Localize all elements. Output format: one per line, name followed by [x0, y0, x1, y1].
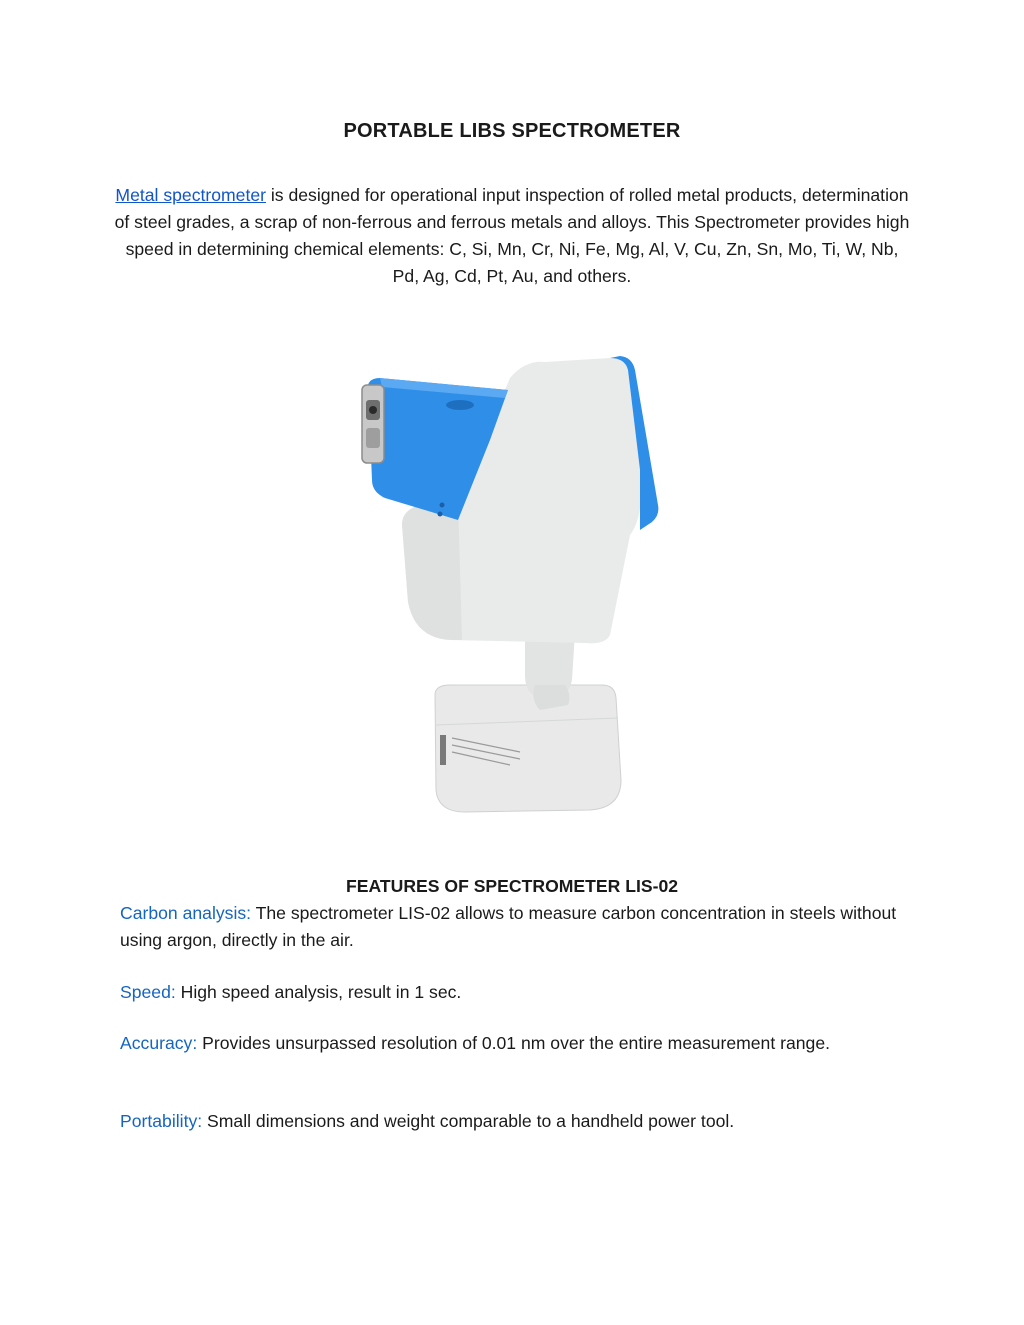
spectrometer-device-image [340, 340, 680, 820]
features-title: FEATURES OF SPECTROMETER LIS-02 [345, 876, 679, 896]
feature-speed [120, 979, 910, 1006]
feature-label: Carbon analysis: [120, 903, 252, 923]
feature-text: The spectrometer LIS-02 allows to measure carbon concentration in steels without using argon, directly in the air. [120, 903, 897, 950]
feature-text: High speed analysis, result in 1 sec. [175, 982, 462, 1002]
intro-paragraph [110, 182, 914, 290]
feature-accuracy [120, 1030, 910, 1057]
feature-portability [120, 1108, 910, 1135]
intro-text: is designed for operational input inspection of rolled metal products, determination of steel grades, a scrap of non-ferrous and ferrous metals and alloys. This Spectrometer provides high speed in determining chemical elements: C, Si, Mn, Cr, Ni, Fe, Mg, Al, V, Cu, Zn, Sn, Mo, Ti, W, Nb, Pd, Ag, Cd, Pt, Au, and others. [114, 185, 910, 286]
feature-label: Portability: [120, 1111, 203, 1131]
feature-label: Accuracy: [120, 1033, 198, 1053]
page-title: PORTABLE LIBS SPECTROMETER [343, 120, 681, 142]
metal-spectrometer-link[interactable]: Metal spectrometer [115, 185, 266, 205]
feature-label: Speed: [120, 982, 176, 1002]
feature-text: Provides unsurpassed resolution of 0.01 nm over the entire measurement range. [197, 1033, 830, 1053]
feature-text: Small dimensions and weight comparable to a handheld power tool. [202, 1111, 735, 1131]
feature-carbon-analysis [120, 900, 910, 954]
